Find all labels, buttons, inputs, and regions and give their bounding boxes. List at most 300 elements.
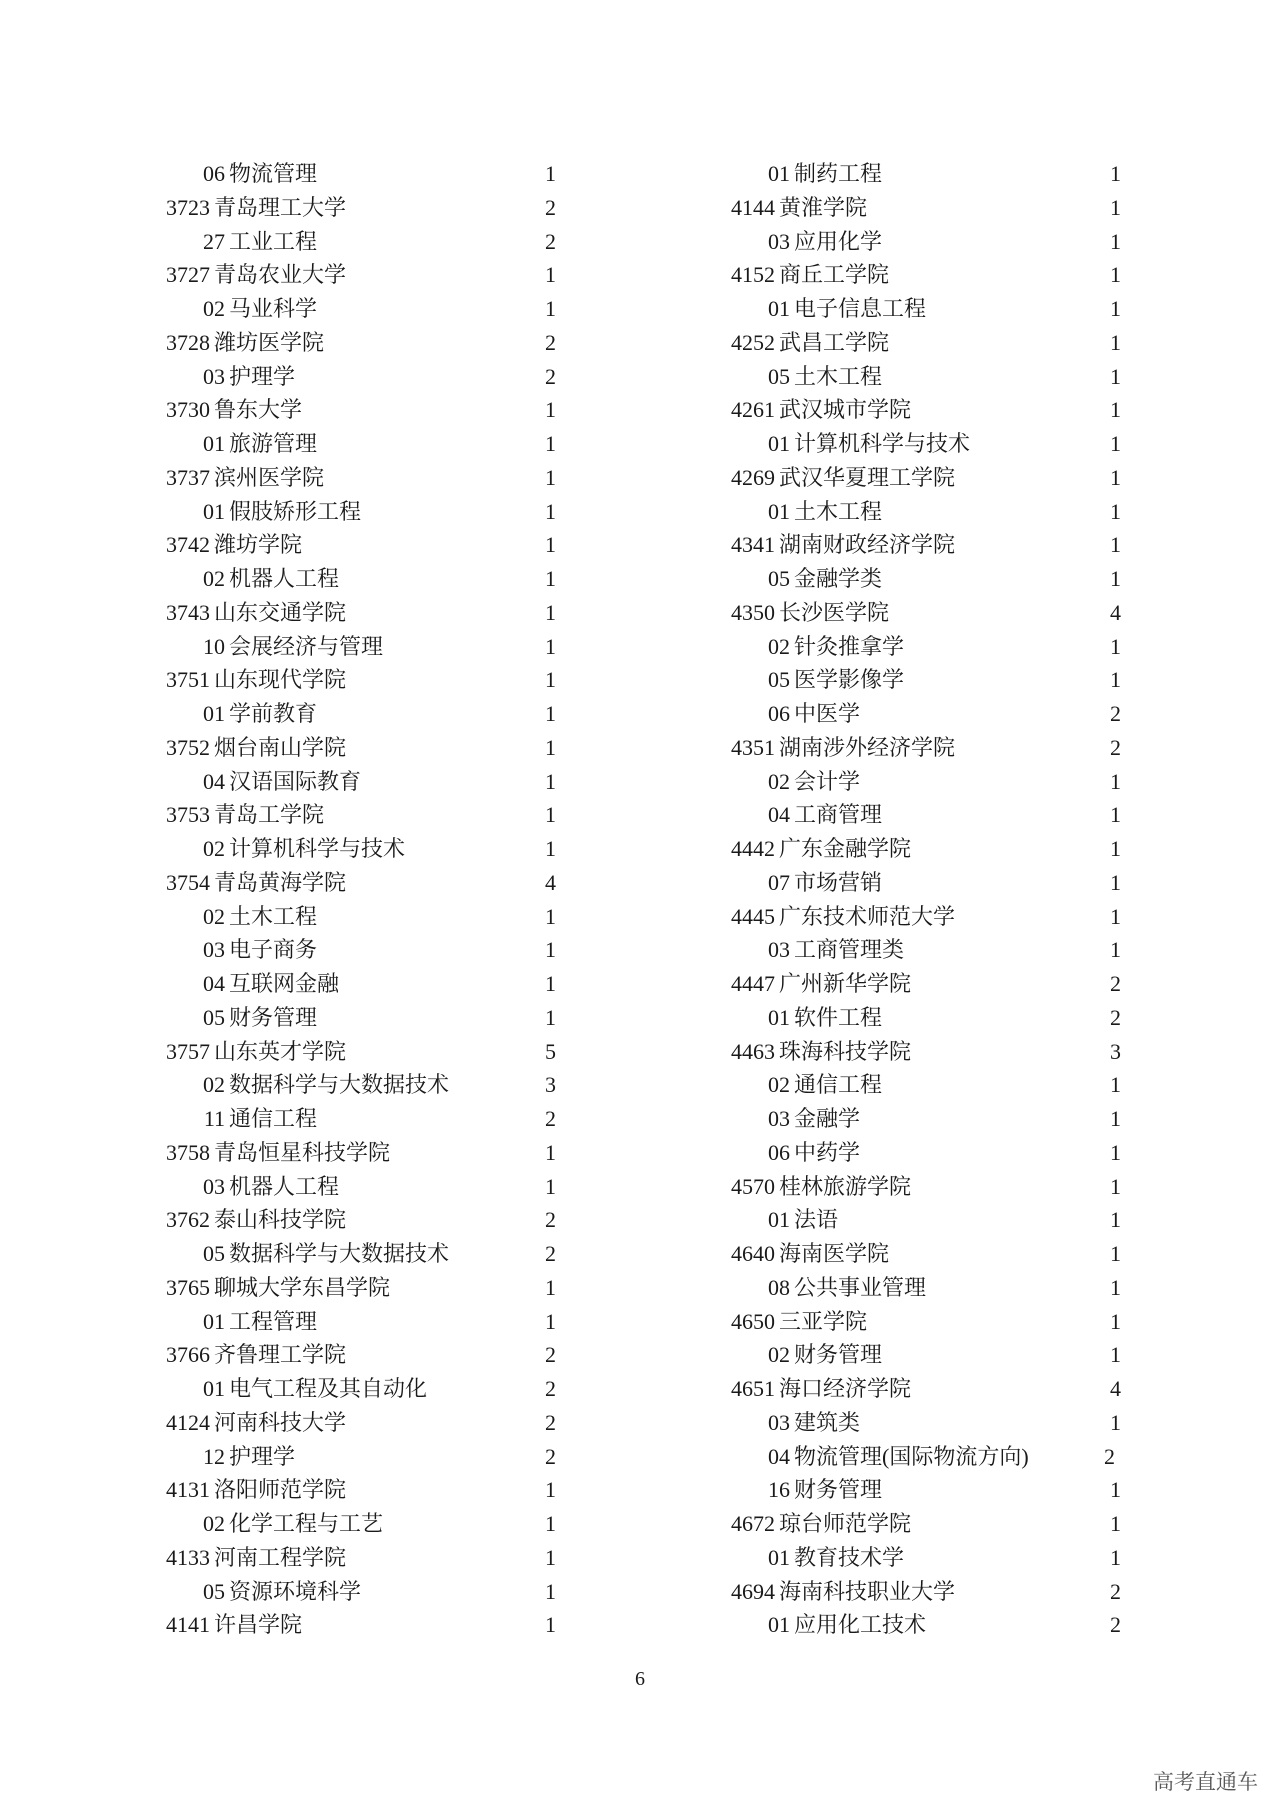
school-code: 4152 xyxy=(731,262,775,288)
school-row xyxy=(165,731,565,765)
major-row xyxy=(730,1001,1150,1035)
school-name: 洛阳师范学院 xyxy=(214,1477,347,1503)
plan-count: 2 xyxy=(545,1241,556,1266)
major-code: 05 xyxy=(203,1241,225,1266)
school-code: 4141 xyxy=(166,1612,210,1638)
plan-count: 1 xyxy=(1110,1139,1121,1165)
major-name: 土木工程 xyxy=(794,498,883,524)
school-code: 4694 xyxy=(731,1578,775,1604)
major-code: 08 xyxy=(768,1274,790,1300)
major-row xyxy=(165,933,565,967)
school-code: 3752 xyxy=(166,734,210,760)
major-code: 16 xyxy=(768,1477,790,1503)
school-row xyxy=(165,1136,565,1170)
major-code: 02 xyxy=(768,1342,790,1368)
major-code: 01 xyxy=(203,498,225,524)
major-name: 计算机科学与技术 xyxy=(229,836,406,861)
major-row xyxy=(165,1068,565,1102)
major-row xyxy=(730,933,1150,967)
plan-count: 1 xyxy=(1110,1511,1121,1536)
plan-count: 1 xyxy=(545,1578,556,1604)
school-name: 山东现代学院 xyxy=(214,667,347,693)
school-row xyxy=(730,1237,1150,1271)
school-name: 青岛恒星科技学院 xyxy=(214,1139,391,1165)
plan-count: 1 xyxy=(545,971,556,996)
school-row xyxy=(730,326,1150,360)
school-code: 3765 xyxy=(166,1274,210,1300)
major-code: 05 xyxy=(203,1578,225,1604)
major-name: 互联网金融 xyxy=(229,971,340,996)
major-code: 01 xyxy=(203,701,225,726)
plan-count: 1 xyxy=(545,1274,556,1300)
major-code: 11 xyxy=(203,1106,225,1131)
plan-count: 1 xyxy=(545,802,556,828)
plan-count: 3 xyxy=(545,1072,556,1098)
major-code: 02 xyxy=(203,296,225,321)
major-code: 03 xyxy=(768,1106,790,1131)
school-name: 广东技术师范大学 xyxy=(779,903,956,929)
plan-count: 1 xyxy=(1110,363,1121,389)
school-name: 商丘工学院 xyxy=(779,262,890,288)
plan-count: 1 xyxy=(545,599,556,625)
school-code: 3730 xyxy=(166,397,210,423)
school-row xyxy=(165,393,565,427)
plan-count: 2 xyxy=(1110,1612,1121,1638)
school-row xyxy=(165,1541,565,1575)
school-row xyxy=(165,1203,565,1237)
school-row xyxy=(730,596,1150,630)
plan-count: 1 xyxy=(545,566,556,591)
major-code: 01 xyxy=(768,1612,790,1638)
major-code: 05 xyxy=(768,363,790,389)
plan-count: 4 xyxy=(1110,1376,1121,1401)
plan-count: 2 xyxy=(545,1443,556,1469)
major-row xyxy=(730,630,1150,664)
plan-count: 2 xyxy=(1104,1443,1115,1469)
school-row xyxy=(165,258,565,292)
major-code: 05 xyxy=(768,566,790,591)
major-name: 电子商务 xyxy=(229,937,318,963)
major-name: 制药工程 xyxy=(794,161,883,186)
major-row xyxy=(730,427,1150,461)
major-row xyxy=(165,1102,565,1136)
school-name: 河南科技大学 xyxy=(214,1409,347,1435)
major-name: 电气工程及其自动化 xyxy=(229,1376,428,1401)
school-name: 武昌工学院 xyxy=(779,329,890,355)
major-name: 应用化学 xyxy=(794,228,883,254)
plan-count: 2 xyxy=(545,1106,556,1131)
school-name: 青岛理工大学 xyxy=(214,194,347,220)
plan-count: 1 xyxy=(1110,1274,1121,1300)
plan-count: 2 xyxy=(545,1207,556,1233)
school-code: 3753 xyxy=(166,802,210,828)
plan-count: 1 xyxy=(1110,937,1121,963)
school-row xyxy=(165,1406,565,1440)
plan-count: 1 xyxy=(545,1544,556,1570)
school-row xyxy=(165,1608,565,1642)
plan-count: 2 xyxy=(545,1409,556,1435)
school-row xyxy=(730,528,1150,562)
major-code: 27 xyxy=(203,228,225,254)
plan-count: 2 xyxy=(1110,701,1121,726)
major-name: 护理学 xyxy=(229,1443,296,1469)
school-name: 海口经济学院 xyxy=(779,1376,912,1401)
school-row xyxy=(730,393,1150,427)
major-name: 机器人工程 xyxy=(229,1173,340,1199)
school-row xyxy=(730,191,1150,225)
school-code: 3766 xyxy=(166,1342,210,1368)
plan-count: 1 xyxy=(1110,1207,1121,1233)
school-code: 4463 xyxy=(731,1038,775,1064)
school-row xyxy=(730,832,1150,866)
major-code: 01 xyxy=(768,161,790,186)
major-row xyxy=(165,495,565,529)
school-code: 4269 xyxy=(731,464,775,490)
major-name: 护理学 xyxy=(229,363,296,389)
school-name: 青岛黄海学院 xyxy=(214,869,347,895)
plan-count: 1 xyxy=(1110,161,1121,186)
major-row xyxy=(730,562,1150,596)
major-name: 工商管理类 xyxy=(794,937,905,963)
school-row xyxy=(165,326,565,360)
major-name: 电子信息工程 xyxy=(794,296,927,321)
school-code: 4650 xyxy=(731,1308,775,1334)
school-code: 4131 xyxy=(166,1477,210,1503)
school-code: 4442 xyxy=(731,836,775,861)
major-row xyxy=(730,1338,1150,1372)
major-code: 03 xyxy=(768,937,790,963)
school-row xyxy=(165,528,565,562)
school-row xyxy=(165,1473,565,1507)
school-name: 三亚学院 xyxy=(779,1308,868,1334)
major-row xyxy=(165,1575,565,1609)
major-code: 02 xyxy=(768,633,790,659)
school-code: 4261 xyxy=(731,397,775,423)
major-code: 06 xyxy=(203,161,225,186)
school-name: 泰山科技学院 xyxy=(214,1207,347,1233)
plan-count: 1 xyxy=(545,1511,556,1536)
school-row xyxy=(730,900,1150,934)
major-row xyxy=(730,292,1150,326)
major-row xyxy=(165,225,565,259)
major-name: 旅游管理 xyxy=(229,431,318,456)
major-code: 06 xyxy=(768,1139,790,1165)
school-row xyxy=(730,1575,1150,1609)
major-code: 01 xyxy=(768,296,790,321)
school-row xyxy=(165,866,565,900)
school-name: 湖南涉外经济学院 xyxy=(779,734,956,760)
major-name: 土木工程 xyxy=(229,903,318,929)
plan-count: 1 xyxy=(1110,903,1121,929)
major-row xyxy=(730,697,1150,731)
school-name: 琼台师范学院 xyxy=(779,1511,912,1536)
plan-count: 2 xyxy=(1110,1578,1121,1604)
major-name: 会展经济与管理 xyxy=(229,633,384,659)
major-row xyxy=(165,1305,565,1339)
major-name: 财务管理 xyxy=(229,1004,318,1030)
plan-count: 1 xyxy=(1110,1544,1121,1570)
major-row xyxy=(730,1136,1150,1170)
major-code: 01 xyxy=(203,1376,225,1401)
major-code: 06 xyxy=(768,701,790,726)
plan-count: 1 xyxy=(545,296,556,321)
major-code: 01 xyxy=(203,431,225,456)
school-name: 河南工程学院 xyxy=(214,1544,347,1570)
plan-count: 1 xyxy=(1110,464,1121,490)
plan-count: 2 xyxy=(1110,971,1121,996)
school-name: 武汉华夏理工学院 xyxy=(779,464,956,490)
school-row xyxy=(165,191,565,225)
school-row xyxy=(730,1305,1150,1339)
major-name: 数据科学与大数据技术 xyxy=(229,1241,450,1266)
school-row xyxy=(165,596,565,630)
major-code: 01 xyxy=(768,1544,790,1570)
major-row xyxy=(165,157,565,191)
page-number: 6 xyxy=(635,1668,645,1690)
major-code: 02 xyxy=(768,1072,790,1098)
school-code: 4133 xyxy=(166,1544,210,1570)
plan-count: 1 xyxy=(545,1477,556,1503)
major-row xyxy=(730,866,1150,900)
school-code: 3723 xyxy=(166,194,210,220)
school-name: 滨州医学院 xyxy=(214,464,325,490)
major-code: 04 xyxy=(203,768,225,794)
major-name: 财务管理 xyxy=(794,1342,883,1368)
major-name: 土木工程 xyxy=(794,363,883,389)
major-code: 01 xyxy=(768,1004,790,1030)
major-row xyxy=(730,765,1150,799)
plan-count: 1 xyxy=(1110,431,1121,456)
major-name: 中药学 xyxy=(794,1139,861,1165)
plan-count: 2 xyxy=(545,228,556,254)
school-name: 聊城大学东昌学院 xyxy=(214,1274,391,1300)
major-code: 10 xyxy=(203,633,225,659)
major-row xyxy=(165,1001,565,1035)
school-code: 3742 xyxy=(166,532,210,558)
plan-count: 1 xyxy=(1110,296,1121,321)
plan-count: 1 xyxy=(545,431,556,456)
plan-count: 1 xyxy=(545,701,556,726)
major-row xyxy=(165,1507,565,1541)
school-row xyxy=(730,258,1150,292)
plan-count: 1 xyxy=(545,498,556,524)
plan-count: 2 xyxy=(1110,1004,1121,1030)
plan-count: 1 xyxy=(1110,329,1121,355)
plan-count: 1 xyxy=(545,262,556,288)
school-name: 珠海科技学院 xyxy=(779,1038,912,1064)
plan-count: 1 xyxy=(545,161,556,186)
plan-count: 4 xyxy=(1110,599,1121,625)
major-row xyxy=(165,967,565,1001)
major-name: 通信工程 xyxy=(229,1106,318,1131)
plan-count: 5 xyxy=(545,1038,556,1064)
plan-count: 1 xyxy=(545,633,556,659)
school-code: 3737 xyxy=(166,464,210,490)
major-name: 数据科学与大数据技术 xyxy=(229,1072,450,1098)
major-row xyxy=(730,1102,1150,1136)
plan-count: 1 xyxy=(545,1308,556,1334)
major-row xyxy=(730,1068,1150,1102)
plan-count: 2 xyxy=(545,1342,556,1368)
plan-count: 1 xyxy=(1110,633,1121,659)
major-row xyxy=(730,1440,1150,1474)
major-name: 财务管理 xyxy=(794,1477,883,1503)
major-code: 01 xyxy=(768,1207,790,1233)
plan-count: 2 xyxy=(1110,734,1121,760)
plan-count: 1 xyxy=(1110,1342,1121,1368)
plan-count: 1 xyxy=(1110,1477,1121,1503)
school-row xyxy=(730,461,1150,495)
school-code: 3743 xyxy=(166,599,210,625)
plan-count: 1 xyxy=(545,768,556,794)
major-name: 针灸推拿学 xyxy=(794,633,905,659)
major-row xyxy=(730,360,1150,394)
school-name: 许昌学院 xyxy=(214,1612,303,1638)
school-row xyxy=(730,1507,1150,1541)
school-code: 4640 xyxy=(731,1241,775,1266)
major-name: 机器人工程 xyxy=(229,566,340,591)
school-name: 长沙医学院 xyxy=(779,599,890,625)
major-code: 03 xyxy=(203,1173,225,1199)
major-code: 03 xyxy=(203,363,225,389)
school-name: 鲁东大学 xyxy=(214,397,303,423)
plan-count: 1 xyxy=(1110,532,1121,558)
school-name: 烟台南山学院 xyxy=(214,734,347,760)
school-name: 武汉城市学院 xyxy=(779,397,912,423)
major-code: 02 xyxy=(203,836,225,861)
major-name: 工商管理 xyxy=(794,802,883,828)
major-code: 01 xyxy=(768,498,790,524)
school-row xyxy=(165,798,565,832)
school-name: 山东英才学院 xyxy=(214,1038,347,1064)
major-name: 计算机科学与技术 xyxy=(794,431,971,456)
school-code: 3751 xyxy=(166,667,210,693)
school-code: 3762 xyxy=(166,1207,210,1233)
major-row xyxy=(730,798,1150,832)
major-name: 物流管理(国际物流方向) xyxy=(794,1443,1029,1469)
school-code: 4672 xyxy=(731,1511,775,1536)
school-name: 广州新华学院 xyxy=(779,971,912,996)
major-code: 03 xyxy=(203,937,225,963)
school-name: 潍坊学院 xyxy=(214,532,303,558)
major-row xyxy=(730,1271,1150,1305)
plan-count: 2 xyxy=(545,329,556,355)
major-name: 医学影像学 xyxy=(794,667,905,693)
major-code: 04 xyxy=(768,1443,790,1469)
plan-count: 4 xyxy=(545,869,556,895)
plan-count: 1 xyxy=(545,464,556,490)
major-code: 02 xyxy=(203,566,225,591)
school-name: 桂林旅游学院 xyxy=(779,1173,912,1199)
plan-count: 3 xyxy=(1110,1038,1121,1064)
plan-count: 2 xyxy=(545,363,556,389)
major-row xyxy=(165,562,565,596)
major-name: 中医学 xyxy=(794,701,861,726)
major-code: 12 xyxy=(203,1443,225,1469)
school-name: 海南医学院 xyxy=(779,1241,890,1266)
plan-count: 1 xyxy=(1110,869,1121,895)
major-name: 教育技术学 xyxy=(794,1544,905,1570)
plan-count: 1 xyxy=(545,1139,556,1165)
major-row xyxy=(165,697,565,731)
plan-count: 1 xyxy=(1110,397,1121,423)
school-code: 3727 xyxy=(166,262,210,288)
major-row xyxy=(165,630,565,664)
major-name: 物流管理 xyxy=(229,161,318,186)
school-code: 4651 xyxy=(731,1376,775,1401)
school-code: 3754 xyxy=(166,869,210,895)
plan-count: 1 xyxy=(1110,262,1121,288)
plan-count: 1 xyxy=(1110,566,1121,591)
major-row xyxy=(165,832,565,866)
school-code: 3758 xyxy=(166,1139,210,1165)
plan-count: 1 xyxy=(1110,802,1121,828)
major-name: 资源环境科学 xyxy=(229,1578,362,1604)
major-row xyxy=(730,663,1150,697)
major-row xyxy=(165,360,565,394)
major-name: 公共事业管理 xyxy=(794,1274,927,1300)
major-code: 02 xyxy=(203,903,225,929)
major-name: 学前教育 xyxy=(229,701,318,726)
plan-count: 1 xyxy=(545,937,556,963)
major-name: 市场营销 xyxy=(794,869,883,895)
school-row xyxy=(165,1035,565,1069)
plan-count: 1 xyxy=(1110,1308,1121,1334)
major-name: 软件工程 xyxy=(794,1004,883,1030)
school-row xyxy=(730,731,1150,765)
school-code: 4144 xyxy=(731,194,775,220)
plan-count: 2 xyxy=(545,1376,556,1401)
school-name: 黄淮学院 xyxy=(779,194,868,220)
major-code: 01 xyxy=(768,431,790,456)
major-name: 工业工程 xyxy=(229,228,318,254)
plan-count: 1 xyxy=(545,667,556,693)
major-row xyxy=(165,292,565,326)
plan-count: 1 xyxy=(1110,228,1121,254)
major-name: 通信工程 xyxy=(794,1072,883,1098)
major-name: 马业科学 xyxy=(229,296,318,321)
major-name: 工程管理 xyxy=(229,1308,318,1334)
school-name: 山东交通学院 xyxy=(214,599,347,625)
major-name: 金融学类 xyxy=(794,566,883,591)
plan-count: 1 xyxy=(545,836,556,861)
school-name: 海南科技职业大学 xyxy=(779,1578,956,1604)
major-row xyxy=(165,900,565,934)
school-row xyxy=(165,1338,565,1372)
school-name: 青岛农业大学 xyxy=(214,262,347,288)
plan-count: 1 xyxy=(545,1173,556,1199)
left-column xyxy=(165,157,565,1642)
major-name: 会计学 xyxy=(794,768,861,794)
school-name: 湖南财政经济学院 xyxy=(779,532,956,558)
plan-count: 1 xyxy=(1110,498,1121,524)
plan-count: 1 xyxy=(1110,1241,1121,1266)
major-row xyxy=(730,1203,1150,1237)
plan-count: 1 xyxy=(1110,1173,1121,1199)
school-name: 齐鲁理工学院 xyxy=(214,1342,347,1368)
school-code: 4351 xyxy=(731,734,775,760)
school-code: 4350 xyxy=(731,599,775,625)
school-code: 4341 xyxy=(731,532,775,558)
major-code: 01 xyxy=(203,1308,225,1334)
major-row xyxy=(165,765,565,799)
school-row xyxy=(165,1271,565,1305)
major-code: 02 xyxy=(768,768,790,794)
major-name: 金融学 xyxy=(794,1106,861,1131)
major-code: 03 xyxy=(768,1409,790,1435)
plan-count: 1 xyxy=(1110,667,1121,693)
plan-count: 1 xyxy=(545,397,556,423)
